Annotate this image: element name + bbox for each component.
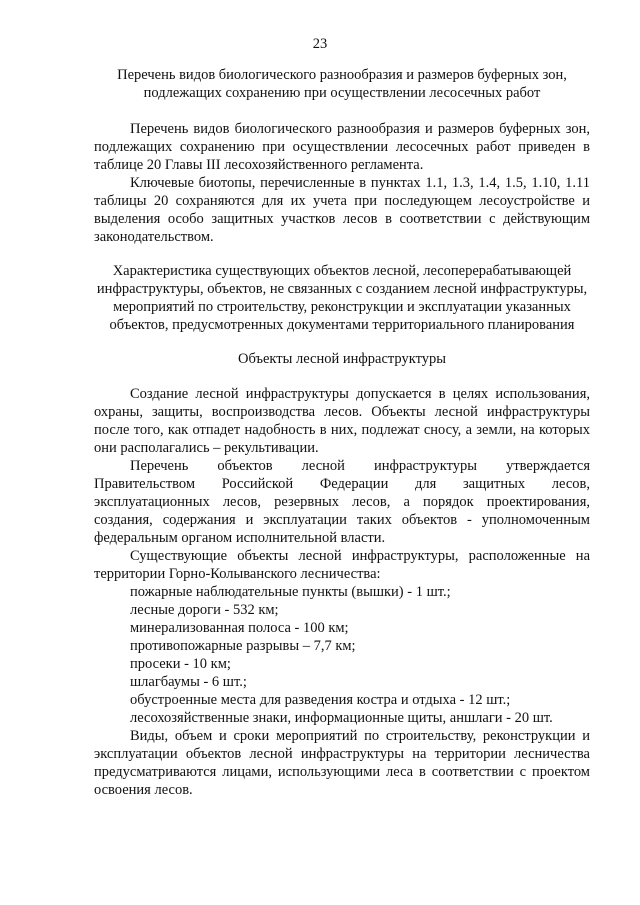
list-item: просеки - 10 км; <box>130 656 231 672</box>
paragraph-biodiversity-list: Перечень видов биологического разнообразия и размеров буферных зон, подлежащих сохранению при осуществлении лесосечных работ приведен в таблице 20 Главы III лесохозяйственного регламента. <box>94 121 590 173</box>
existing-objects-list <box>94 583 590 727</box>
paragraph-existing-objects-intro: Существующие объекты лесной инфраструктуры, расположенные на территории Горно-Колыванского лесничества: <box>94 548 590 582</box>
paragraph-construction-measures: Виды, объем и сроки мероприятий по строительству, реконструкции и эксплуатации объектов лесной инфраструктуры на территории лесничества предусматриваются лицами, использующими леса в соответствии с проектом освоения лесов. <box>94 728 590 798</box>
list-item: лесохозяйственные знаки, информационные щиты, аншлаги - 20 шт. <box>130 710 553 726</box>
page-number: 23 <box>312 36 328 52</box>
section-heading-infrastructure-characteristics: Характеристика существующих объектов лесной, лесоперерабатывающей инфраструктуры, объектов, не связанных с созданием лесной инфраструктуры, мероприятий по строительству, реконструкции и эксплуатации указанных объектов, предусмотренных документами территориального планирования <box>96 263 588 333</box>
list-item: шлагбаумы - 6 шт.; <box>130 674 247 690</box>
list-item: минерализованная полоса - 100 км; <box>130 620 349 636</box>
page-content <box>94 66 590 799</box>
list-item: обустроенные места для разведения костра и отдыха - 12 шт.; <box>130 692 511 708</box>
paragraph-infrastructure-approval: Перечень объектов лесной инфраструктуры утверждается Правительством Российской Федерации для защитных лесов, эксплуатационных лесов, резервных лесов, а порядок проектирования, создания, содержания и эксплуатации таких объектов - уполномоченным федеральным органом исполнительной власти. <box>94 458 590 546</box>
paragraph-key-biotopes: Ключевые биотопы, перечисленные в пунктах 1.1, 1.3, 1.4, 1.5, 1.10, 1.11 таблицы 20 сохраняются для их учета при последующем лесоустройстве и выделения особо защитных участков лесов в соответствии с действующим законодательством. <box>94 175 590 245</box>
list-item: противопожарные разрывы – 7,7 км; <box>130 638 356 654</box>
paragraph-infrastructure-creation: Создание лесной инфраструктуры допускается в целях использования, охраны, защиты, воспроизводства лесов. Объекты лесной инфраструктуры после того, как отпадет надобность в них, подлежат сносу, а земли, на которых они располагались – рекультивации. <box>94 386 590 456</box>
list-item: пожарные наблюдательные пункты (вышки) - 1 шт.; <box>130 584 451 600</box>
subsection-heading-forest-infrastructure: Объекты лесной инфраструктуры <box>238 351 446 367</box>
section-heading-biodiversity: Перечень видов биологического разнообразия и размеров буферных зон, подлежащих сохранению при осуществлении лесосечных работ <box>117 67 567 101</box>
list-item: лесные дороги - 532 км; <box>130 602 279 618</box>
